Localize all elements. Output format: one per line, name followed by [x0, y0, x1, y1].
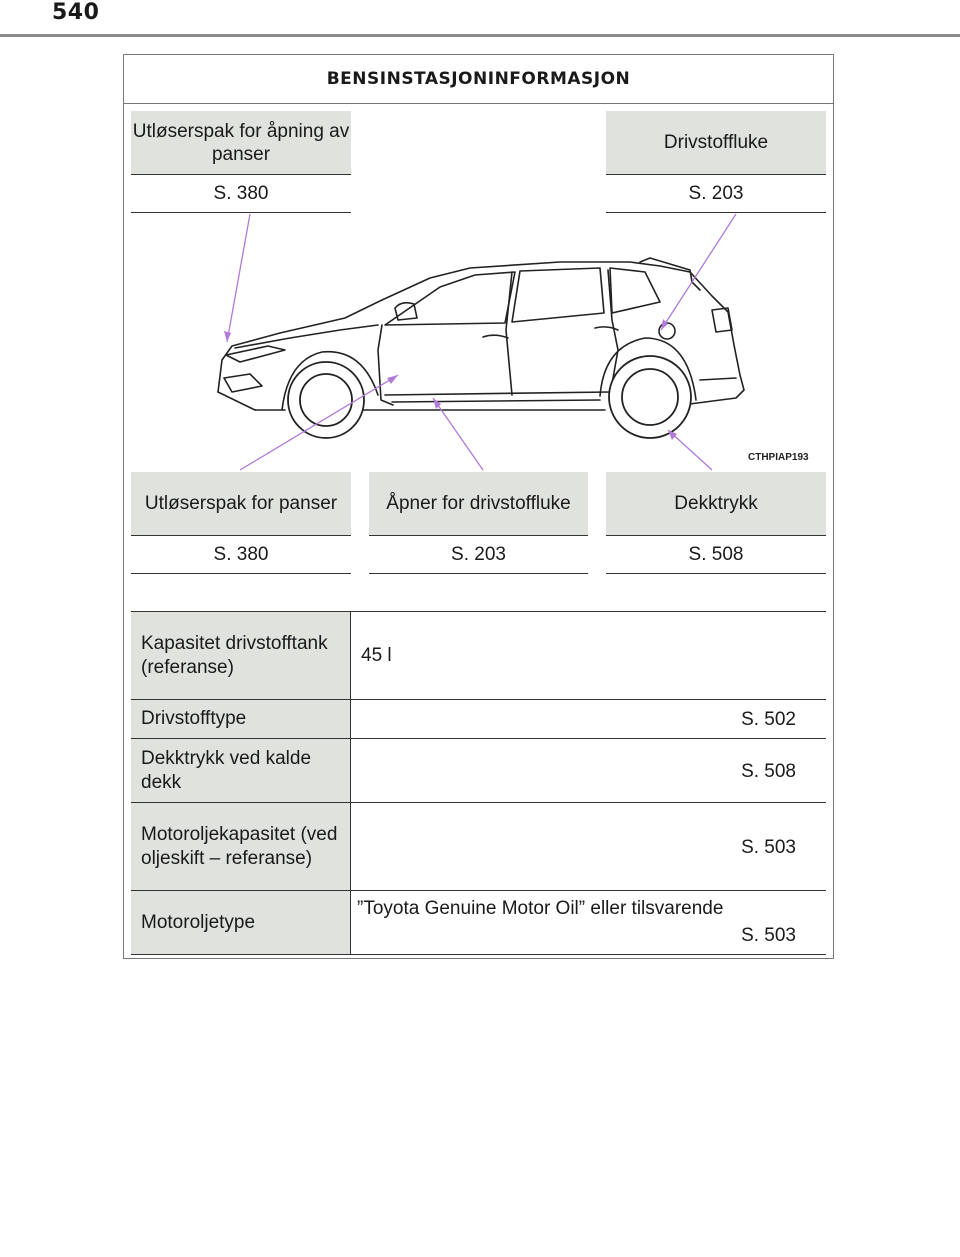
- spec-label: Drivstofftype: [131, 700, 351, 738]
- callout-label-text: Dekktrykk: [674, 493, 758, 514]
- spec-row-engine-oil-type: [131, 890, 826, 955]
- callout-ref-fuel-door-opener: [369, 536, 588, 574]
- callout-label-text: Drivstoffluke: [663, 132, 769, 153]
- callout-label-fuel-door-opener: [369, 472, 588, 536]
- spec-row-engine-oil-capacity: [131, 802, 826, 890]
- image-code: CTHPIAP193: [748, 452, 809, 463]
- spec-row-fuel-tank-capacity: [131, 611, 826, 699]
- spec-ref: S. 502: [741, 709, 796, 730]
- spec-label: Motoroljetype: [131, 891, 351, 954]
- spec-value: [351, 739, 826, 802]
- spec-row-fuel-type: [131, 699, 826, 738]
- callout-ref-text: S. 203: [451, 543, 506, 565]
- spec-table: [131, 611, 826, 955]
- callout-ref-hood-lever: [131, 536, 351, 574]
- callout-label-text: Utløserspak for panser: [144, 493, 338, 514]
- page-number: 540: [52, 0, 100, 25]
- callout-label-text: Utløserspak for åpning av panser: [132, 120, 350, 165]
- section-title: BENSINSTASJONINFORMASJON: [124, 55, 833, 104]
- callout-ref-text: S. 380: [213, 543, 269, 565]
- spec-value: [351, 891, 826, 954]
- spec-label: Dekktrykk ved kalde dekk: [131, 739, 351, 802]
- spec-row-cold-tire-pressure: [131, 738, 826, 802]
- callout-ref-text: S. 508: [688, 543, 744, 565]
- callout-label-hood-lever: [131, 472, 351, 536]
- callout-label-text: Åpner for drivstoffluke: [386, 493, 571, 514]
- spec-value: [351, 612, 826, 699]
- spec-value-text: ”Toyota Genuine Motor Oil” eller tilsvarende: [357, 898, 724, 919]
- spec-label: Motoroljekapasitet (ved oljeskift – referanse): [131, 803, 351, 890]
- spec-label: Kapasitet drivstofftank (referanse): [131, 612, 351, 699]
- callout-ref-text: S. 203: [688, 182, 744, 204]
- spec-ref: S. 503: [741, 925, 796, 946]
- spec-value: [351, 700, 826, 738]
- callout-ref-text: S. 380: [213, 182, 269, 204]
- spec-value: [351, 803, 826, 890]
- spec-ref: S. 508: [741, 761, 796, 782]
- callout-label-tire-pressure: [606, 472, 826, 536]
- spec-value-text: 45 l: [361, 644, 392, 666]
- spec-ref: S. 503: [741, 837, 796, 858]
- callout-ref-tire-pressure: [606, 536, 826, 574]
